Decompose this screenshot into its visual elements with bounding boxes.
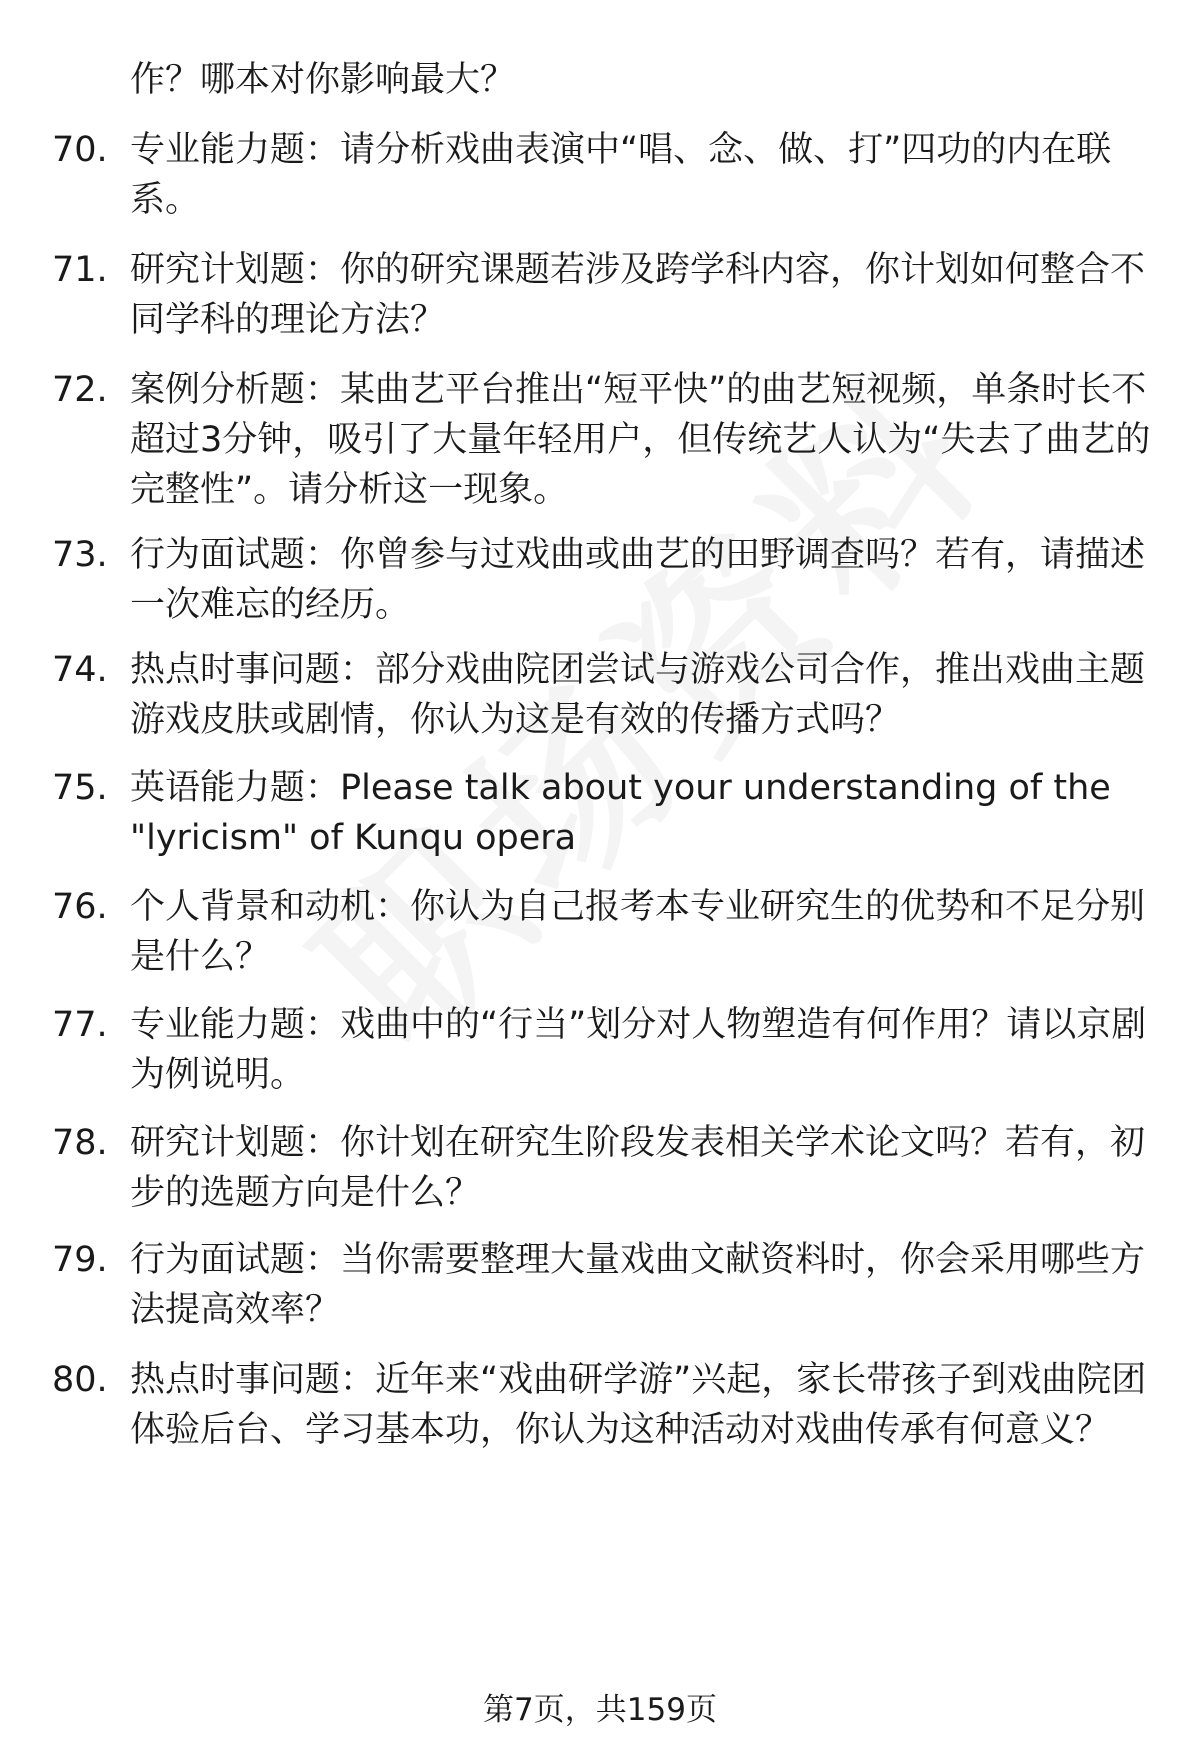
- item-number: 72.: [52, 370, 108, 410]
- list-item: [0, 125, 1200, 225]
- item-text: 专业能力题：戏曲中的“行当”划分对人物塑造有何作用？请以京剧为例说明。: [130, 1005, 1147, 1095]
- item-number: 70.: [52, 130, 108, 170]
- page-footer: 第7页，共159页: [483, 1692, 717, 1728]
- list-item: [0, 1118, 1200, 1218]
- item-text: 个人背景和动机：你认为自己报考本专业研究生的优势和不足分别是什么？: [130, 887, 1146, 977]
- list-item: [0, 245, 1200, 345]
- list-item: [0, 365, 1200, 515]
- list-item: [0, 882, 1200, 982]
- list-item: [0, 1000, 1200, 1100]
- item-number: 73.: [52, 535, 108, 575]
- list-item: [0, 645, 1200, 745]
- item-number: 77.: [52, 1005, 108, 1045]
- item-text: 热点时事问题：部分戏曲院团尝试与游戏公司合作，推出戏曲主题游戏皮肤或剧情，你认为这是有效的传播方式吗？: [130, 650, 1146, 740]
- item-number: 71.: [52, 250, 108, 290]
- list-item: [0, 1235, 1200, 1335]
- list-item: [0, 763, 1200, 863]
- item-text: 研究计划题：你计划在研究生阶段发表相关学术论文吗？若有，初步的选题方向是什么？: [130, 1123, 1146, 1213]
- item-number: 76.: [52, 887, 108, 927]
- item-text: 英语能力题：Please talk about your understanding of the "lyricism" of Kunqu opera: [130, 768, 1111, 858]
- item-number: 79.: [52, 1240, 108, 1280]
- list-item: [0, 1355, 1200, 1455]
- item-number: 80.: [52, 1360, 108, 1400]
- item-text: 行为面试题：当你需要整理大量戏曲文献资料时，你会采用哪些方法提高效率？: [130, 1240, 1146, 1330]
- continuation-text: 作？哪本对你影响最大？: [130, 60, 516, 100]
- item-text: 研究计划题：你的研究课题若涉及跨学科内容，你计划如何整合不同学科的理论方法？: [130, 250, 1146, 340]
- item-text: 案例分析题：某曲艺平台推出“短平快”的曲艺短视频，单条时长不超过3分钟，吸引了大量年轻用户，但传统艺人认为“失去了曲艺的完整性”。请分析这一现象。: [130, 370, 1151, 510]
- item-number: 75.: [52, 768, 108, 808]
- item-text: 行为面试题：你曾参与过戏曲或曲艺的田野调查吗？若有，请描述一次难忘的经历。: [130, 535, 1146, 625]
- item-number: 74.: [52, 650, 108, 690]
- item-text: 热点时事问题：近年来“戏曲研学游”兴起，家长带孩子到戏曲院团体验后台、学习基本功，你认为这种活动对戏曲传承有何意义？: [130, 1360, 1147, 1450]
- item-number: 78.: [52, 1123, 108, 1163]
- item-text: 专业能力题：请分析戏曲表演中“唱、念、做、打”四功的内在联系。: [130, 130, 1112, 220]
- list-item: [0, 530, 1200, 630]
